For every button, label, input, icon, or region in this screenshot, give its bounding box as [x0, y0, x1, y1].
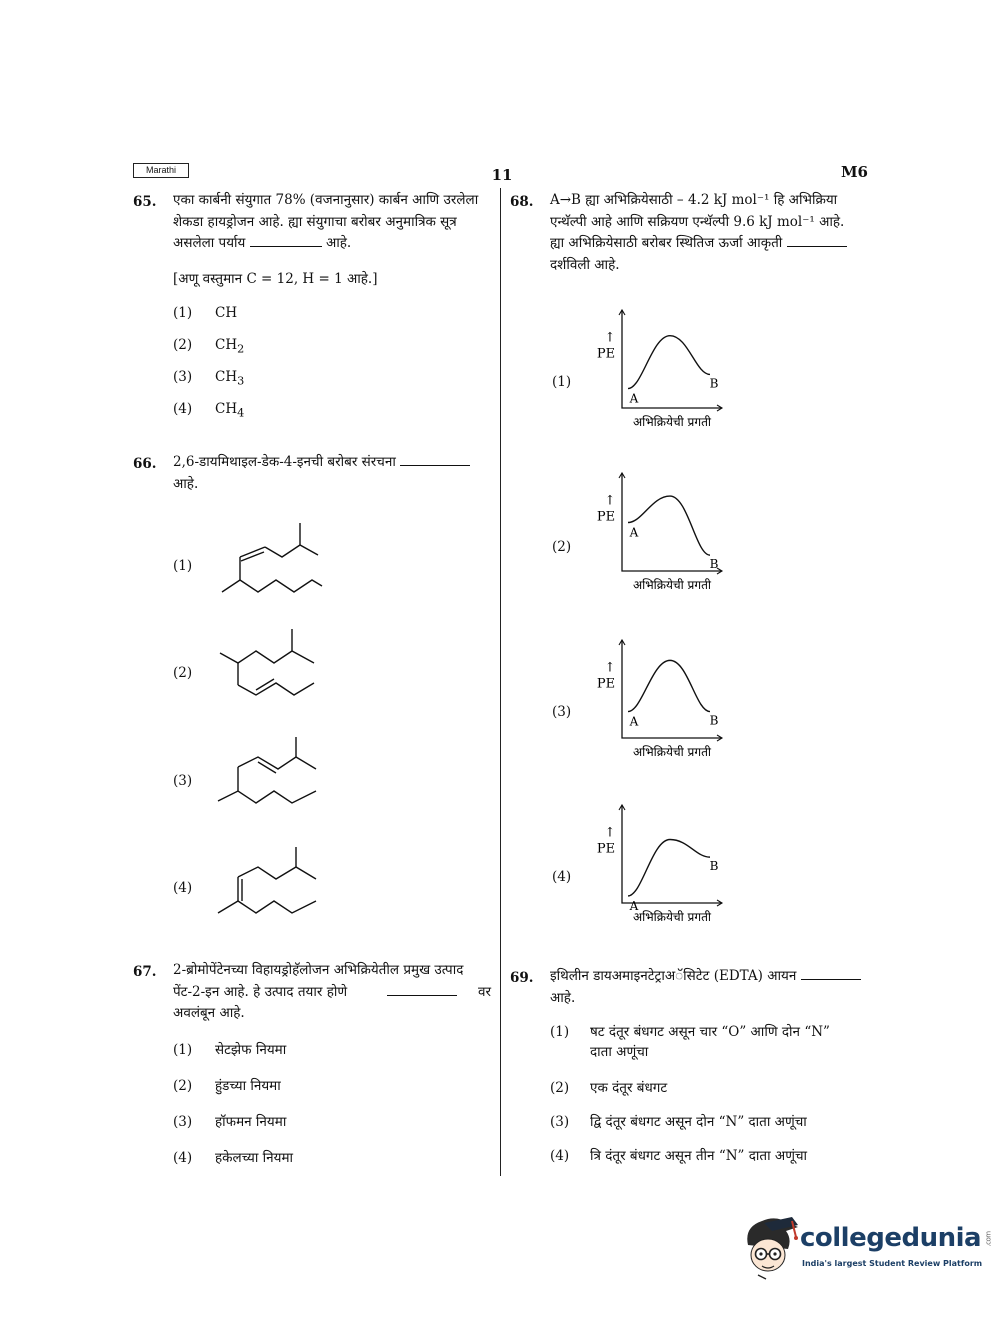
option-number: (2)	[173, 1078, 193, 1094]
answer-blank	[801, 978, 861, 980]
q66-option-4-number[interactable]: (4)	[173, 880, 193, 896]
q69-option-1[interactable]	[550, 1022, 870, 1078]
q67-line2-a: पेंट-2-इन आहे. हे उत्पाद तयार होणे	[173, 983, 348, 1000]
q65-line3	[173, 233, 491, 255]
q67-line3: अवलंबून आहे.	[173, 1005, 245, 1021]
q66-option-2-number[interactable]: (2)	[173, 665, 193, 681]
q65-option-4[interactable]	[173, 399, 373, 431]
option-number: (3)	[550, 1114, 570, 1130]
q68-graph-2[interactable]	[588, 463, 748, 598]
option-text: एक दंतूर बंधगट	[590, 1080, 668, 1096]
collegedunia-logo	[742, 1215, 993, 1285]
y-axis-label: PE	[596, 676, 616, 692]
q67-option-4[interactable]	[173, 1148, 473, 1184]
option-number: (2)	[550, 1080, 570, 1096]
x-axis-label: अभिक्रियेची प्रगती	[632, 745, 712, 759]
q67-line2-b: वर	[477, 983, 491, 1000]
x-axis-label: अभिक्रियेची प्रगती	[632, 415, 712, 429]
q67-number: 67.	[133, 964, 157, 980]
q67-line1: 2-ब्रोमोपेंटेनच्या विहायड्रोहॅलोजन अभिक्रियेतील प्रमुख उत्पाद	[173, 962, 464, 978]
logo-suffix: .com	[984, 1230, 993, 1247]
q67-line2	[173, 982, 491, 1004]
y-axis-arrow-label: ↑	[604, 660, 616, 676]
q68-text	[550, 190, 868, 276]
option-number: (1)	[550, 1024, 570, 1040]
product-label: B	[709, 376, 719, 391]
q65-line2: शेकडा हायड्रोजन आहे. ह्या संयुगाचा बरोबर अनुमात्रिक सूत्र	[173, 213, 457, 230]
option-text: CH	[215, 401, 238, 417]
option-text: CH	[215, 337, 238, 353]
q65-number: 65.	[133, 194, 157, 210]
q65-line1: एका कार्बनी संयुगात 78% (वजनानुसार) कार्बन आणि उरलेला	[173, 192, 479, 208]
q66-structure-2[interactable]	[210, 625, 330, 705]
answer-blank	[250, 245, 322, 247]
language-label: Marathi	[133, 163, 189, 178]
q67-option-1[interactable]	[173, 1040, 473, 1076]
option-number: (1)	[173, 1042, 193, 1058]
q66-line1-text: 2,6-डायमिथाइल-डेक-4-इनची बरोबर संरचना	[173, 454, 396, 470]
x-axis-label: अभिक्रियेची प्रगती	[632, 578, 712, 592]
q67-options	[173, 1040, 473, 1184]
q66-option-3-number[interactable]: (3)	[173, 773, 193, 789]
option-number: (1)	[173, 305, 193, 321]
energy-curve	[628, 336, 710, 389]
product-label: B	[709, 557, 719, 572]
q69-option-3[interactable]	[550, 1112, 870, 1146]
q69-number: 69.	[510, 970, 534, 986]
q65-option-3[interactable]	[173, 367, 373, 399]
y-axis-arrow-label: ↑	[604, 493, 616, 509]
q69-line1-text: इथिलीन डायअमाइनटेट्राअॅसिटेट (EDTA) आयन	[550, 968, 797, 984]
energy-curve	[628, 496, 710, 555]
q67-option-3[interactable]	[173, 1112, 473, 1148]
y-axis-label: PE	[596, 346, 616, 362]
option-text: त्रि दंतूर बंधगट असून तीन “N” दाता अणूंचा	[590, 1148, 808, 1164]
option-number: (4)	[550, 1148, 570, 1164]
option-text: हॉफमन नियमा	[215, 1114, 287, 1130]
q68-line1: A→B ह्या अभिक्रियेसाठी – 4.2 kJ mol⁻¹ हि अभिक्रिया	[550, 192, 838, 208]
energy-curve	[628, 839, 710, 895]
q68-option-1-number[interactable]: (1)	[552, 374, 572, 390]
option-text: द्वि दंतूर बंधगट असून दोन “N” दाता अणूंचा	[590, 1114, 807, 1130]
q69-option-2[interactable]	[550, 1078, 870, 1112]
q68-graphs	[548, 300, 748, 940]
q68-line2: एन्थॅल्पी आहे आणि सक्रियण एन्थॅल्पी 9.6 kJ mol⁻¹ आहे.	[550, 213, 845, 230]
q65-option-2[interactable]	[173, 335, 373, 367]
y-axis-arrow-label: ↑	[604, 825, 616, 841]
q68-line4: दर्शविली आहे.	[550, 256, 620, 273]
q66-line1	[173, 452, 491, 474]
option-number: (3)	[173, 369, 193, 385]
energy-curve	[628, 660, 710, 711]
option-number: (2)	[173, 337, 193, 353]
answer-blank	[787, 245, 847, 247]
q68-line3	[550, 233, 868, 255]
q68-option-4-number[interactable]: (4)	[552, 869, 572, 885]
x-axis-label: अभिक्रियेची प्रगती	[632, 910, 712, 924]
q65-option-1[interactable]	[173, 303, 373, 335]
option-text: हकेलच्या नियमा	[215, 1150, 294, 1166]
option-text-continued: दाता अणूंचा	[590, 1044, 649, 1060]
q69-line1	[550, 966, 868, 988]
product-label: B	[709, 713, 719, 728]
option-text: षट दंतूर बंधगट असून चार “O” आणि दोन “N”	[590, 1024, 830, 1040]
q66-line2: आहे.	[173, 475, 199, 492]
q67-option-2[interactable]	[173, 1076, 473, 1112]
q66-structure-3[interactable]	[210, 733, 330, 813]
q66-structure-4[interactable]	[210, 843, 330, 923]
option-subscript: 2	[237, 342, 245, 356]
q65-line3-b: आहे.	[325, 235, 352, 251]
q66-number: 66.	[133, 456, 157, 472]
y-axis-arrow-label: ↑	[604, 330, 616, 346]
y-axis-label: PE	[596, 509, 616, 525]
logo-wordmark	[800, 1223, 996, 1253]
q68-option-3-number[interactable]: (3)	[552, 704, 572, 720]
option-subscript: 4	[237, 406, 245, 420]
q68-graph-1[interactable]	[588, 300, 748, 435]
reactant-label: A	[629, 525, 639, 540]
q66-text	[173, 452, 491, 495]
q69-line2: आहे.	[550, 989, 576, 1006]
q68-graph-3[interactable]	[588, 630, 748, 765]
q68-graph-4[interactable]	[588, 795, 748, 930]
option-number: (3)	[173, 1114, 193, 1130]
q65-text	[173, 190, 491, 255]
logo-tagline: India's largest Student Review Platform	[802, 1259, 983, 1268]
answer-blank	[400, 464, 470, 466]
reactant-label: A	[629, 898, 639, 913]
q69-option-4[interactable]	[550, 1146, 870, 1180]
answer-blank	[387, 994, 457, 996]
q68-number: 68.	[510, 194, 534, 210]
logo-name: collegedunia	[800, 1223, 982, 1253]
reactant-label: A	[629, 714, 639, 729]
option-subscript: 3	[237, 374, 245, 388]
q68-line3-text: ह्या अभिक्रियेसाठी बरोबर स्थितिज ऊर्जा आकृती	[550, 235, 783, 251]
paper-code: M6	[840, 163, 868, 181]
graph-axes	[622, 473, 722, 571]
page-number: 11	[491, 166, 513, 184]
reactant-label: A	[629, 391, 639, 406]
q65-options	[173, 303, 373, 431]
option-number: (4)	[173, 1150, 193, 1166]
q69-options	[550, 1022, 870, 1180]
y-axis-label: PE	[596, 841, 616, 857]
q65-line3-a: असलेला पर्याय	[173, 235, 246, 251]
option-text: CH	[215, 305, 238, 321]
option-text: सेटझेफ नियमा	[215, 1042, 287, 1058]
q66-structure-1[interactable]	[210, 515, 330, 600]
q65-note: [अणू वस्तुमान C = 12, H = 1 आहे.]	[173, 271, 378, 287]
q69-text	[550, 966, 868, 1009]
option-number: (4)	[173, 401, 193, 417]
mascot-icon	[742, 1215, 800, 1281]
q68-option-2-number[interactable]: (2)	[552, 539, 572, 555]
option-text: हुंडच्या नियमा	[215, 1078, 281, 1094]
product-label: B	[709, 859, 719, 874]
q67-text	[173, 960, 491, 1025]
column-divider	[500, 188, 501, 1176]
q66-option-1-number[interactable]: (1)	[173, 558, 193, 574]
option-text: CH	[215, 369, 238, 385]
